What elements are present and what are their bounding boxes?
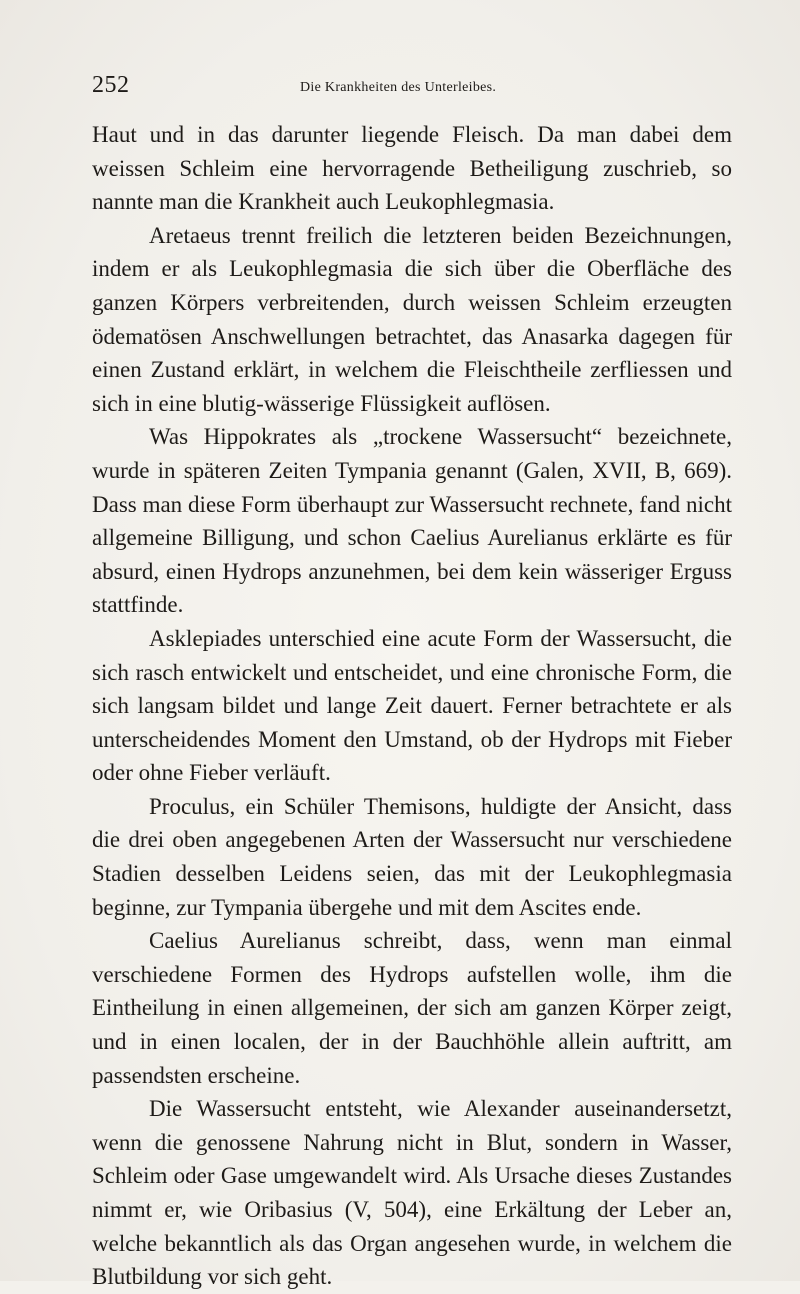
page-number: 252 xyxy=(92,72,130,98)
paragraph-6: Caelius Aurelianus schreibt, dass, wenn man einmal verschiedene Formen des Hydrops aufstellen wolle, ihm die Eintheilung in einen allgemeinen, der sich am ganzen Körper zeigt, und in einen localen, der in der Bauchhöhle allein auftritt, am passendsten erscheine. xyxy=(92,928,732,1088)
page-header xyxy=(92,72,712,108)
paragraph-7: Die Wassersucht entsteht, wie Alexander auseinandersetzt, wenn die genossene Nahrung nicht in Blut, sondern in Wasser, Schleim oder Gase umgewandelt wird. Als Ursache dieses Zustandes nimmt er, wie Oribasius (V, 504), eine Erkältung der Leber an, welche bekanntlich als das Organ angesehen wurde, in welchem die Blutbildung vor sich geht. xyxy=(92,1096,732,1290)
running-title: Die Krankheiten des Unterleibes. xyxy=(300,80,497,95)
paragraph-1: Haut und in das darunter liegende Fleisch. Da man dabei dem weissen Schleim eine hervorragende Betheiligung zuschrieb, so nannte man die Krankheit auch Leukophlegmasia. xyxy=(92,122,732,215)
paragraph-5: Proculus, ein Schüler Themisons, huldigte der Ansicht, dass die drei oben angegebenen Arten der Wassersucht nur verschiedene Stadien desselben Leidens seien, das mit der Leukophlegmasia beginne, zur Tympania übergehe und mit dem Ascites ende. xyxy=(92,793,732,920)
body-text xyxy=(92,118,732,1294)
paragraph-2: Aretaeus trennt freilich die letzteren beiden Bezeichnungen, indem er als Leukophlegmasia die sich über die Oberfläche des ganzen Körpers verbreitenden, durch weissen Schleim erzeugten ödematösen Anschwellungen betrachtet, das Anasarka dagegen für einen Zustand erklärt, in welchem die Fleischtheile zerfliessen und sich in eine blutig-wässerige Flüssigkeit auflösen. xyxy=(92,222,732,416)
paragraph-3: Was Hippokrates als „trockene Wassersucht“ bezeichnete, wurde in späteren Zeiten Tympania genannt (Galen, XVII, B, 669). Dass man diese Form überhaupt zur Wassersucht rechnete, fand nicht allgemeine Billigung, und schon Caelius Aurelianus erklärte es für absurd, einen Hydrops anzunehmen, bei dem kein wässeriger Erguss stattfinde. xyxy=(92,424,732,618)
paragraph-4: Asklepiades unterschied eine acute Form der Wassersucht, die sich rasch entwickelt und entscheidet, und eine chronische Form, die sich langsam bildet und lange Zeit dauert. Ferner betrachtete er als unterscheidendes Moment den Umstand, ob der Hydrops mit Fieber oder ohne Fieber verläuft. xyxy=(92,625,732,786)
